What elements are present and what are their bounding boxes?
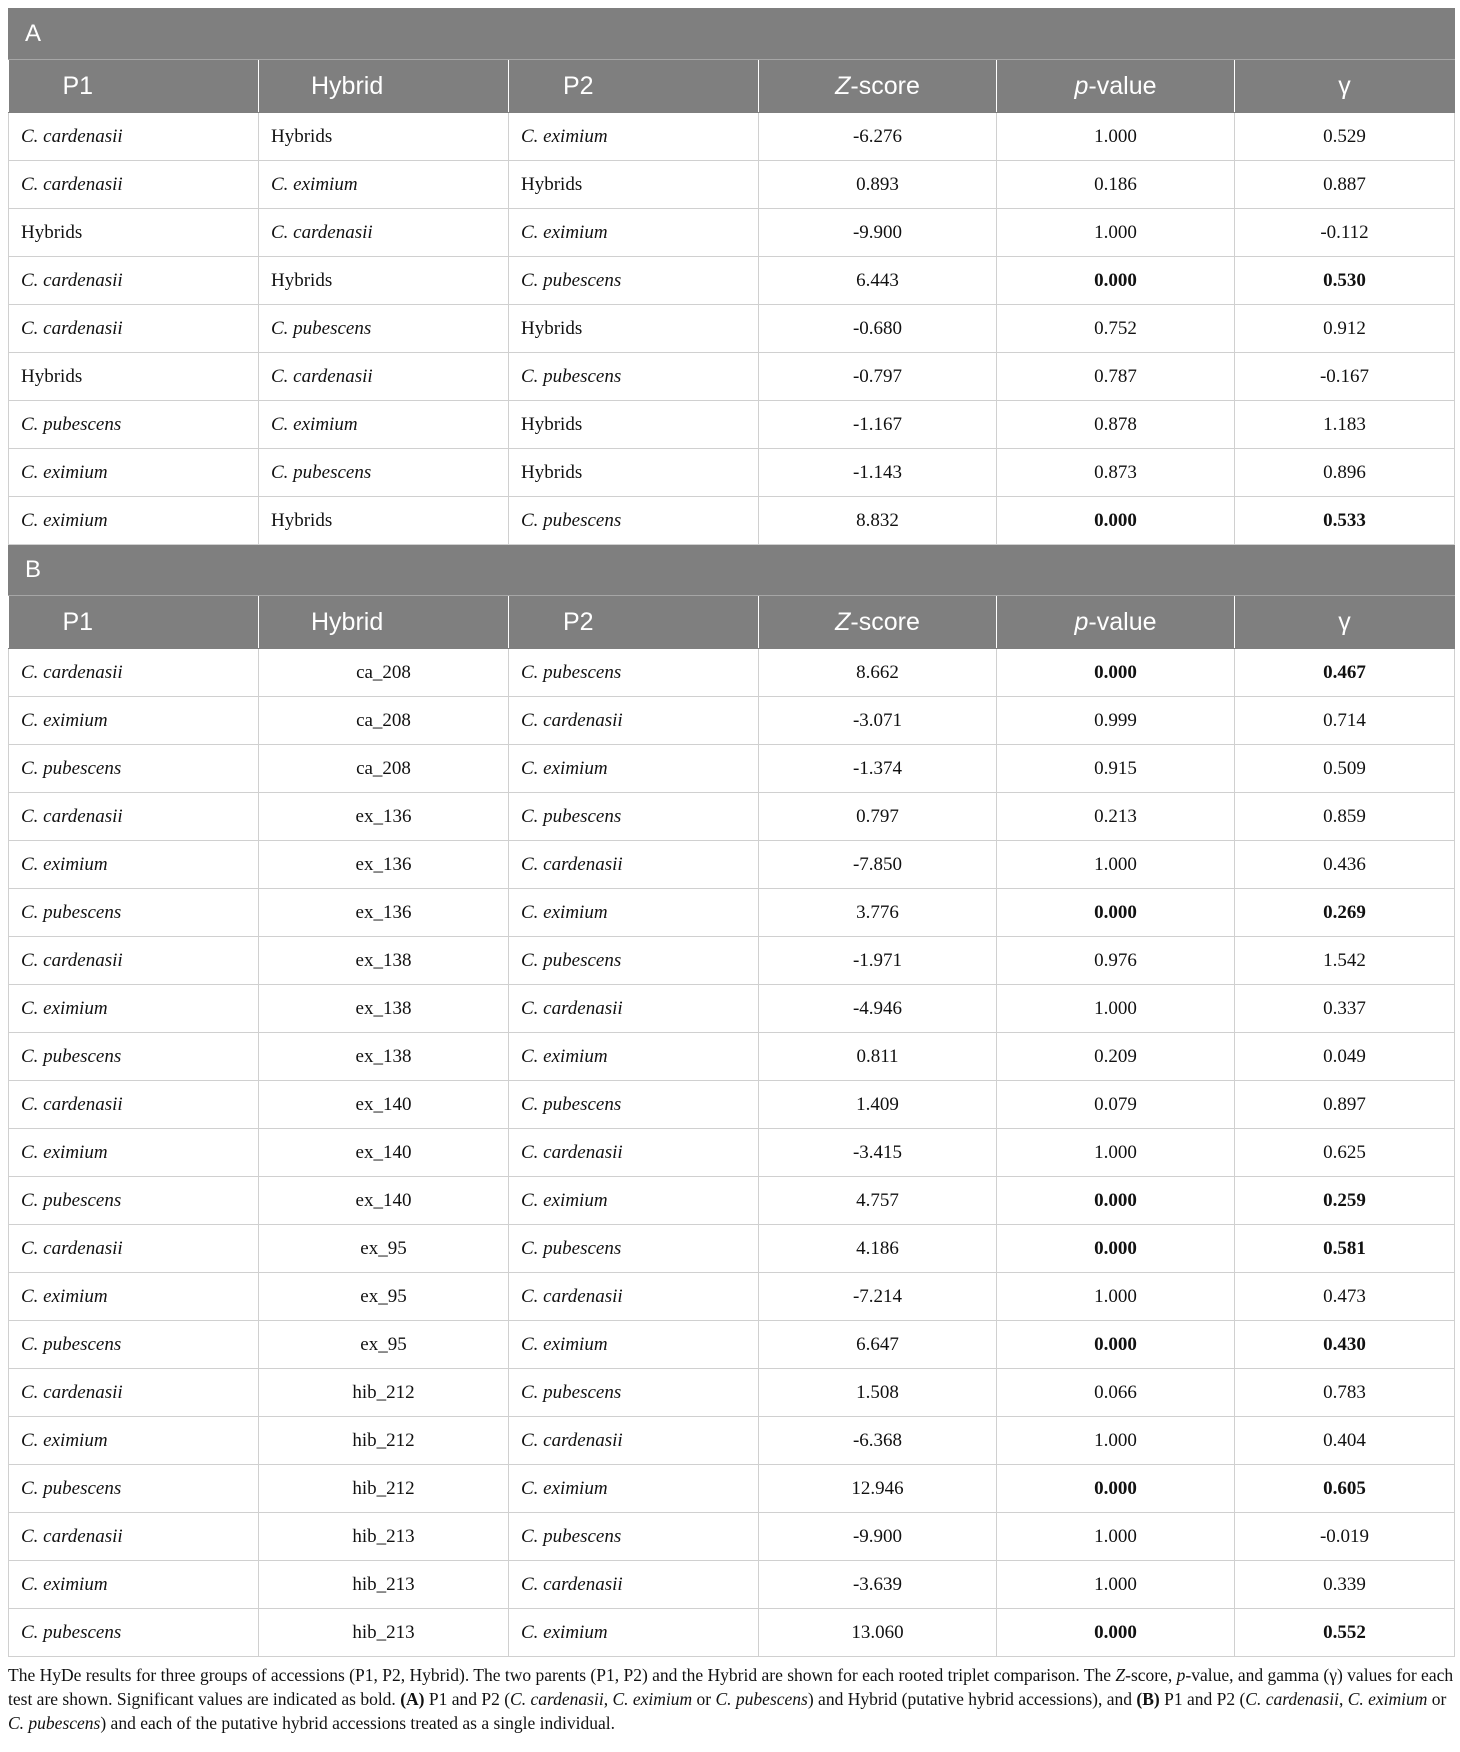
cell-p1: C. eximium <box>9 497 259 545</box>
cell-z-score: 4.186 <box>759 1225 997 1273</box>
cell-p-value: 0.000 <box>997 889 1235 937</box>
cell-p-value: 0.213 <box>997 793 1235 841</box>
cell-hybrid: ex_138 <box>259 937 509 985</box>
cell-hybrid: ex_95 <box>259 1321 509 1369</box>
cell-gamma: -0.112 <box>1235 209 1455 257</box>
cell-gamma: 1.183 <box>1235 401 1455 449</box>
cell-p-value: 0.186 <box>997 161 1235 209</box>
cell-p1: Hybrids <box>9 209 259 257</box>
caption-fragment: p <box>1176 1665 1186 1685</box>
cell-p2: C. eximium <box>509 889 759 937</box>
cell-p1: C. cardenasii <box>9 161 259 209</box>
cell-gamma: 0.269 <box>1235 889 1455 937</box>
cell-p-value: 0.066 <box>997 1369 1235 1417</box>
caption-fragment: C. eximium <box>1347 1689 1428 1709</box>
cell-p2: C. cardenasii <box>509 697 759 745</box>
cell-p2: C. eximium <box>509 1465 759 1513</box>
cell-z-score: 1.409 <box>759 1081 997 1129</box>
caption-fragment: The HyDe results for three groups of accessions (P1, P2, Hybrid). The two parents (P1, P2) and the Hybrid are shown for each rooted triplet comparison. The <box>8 1665 1116 1685</box>
table-row <box>9 985 1455 1033</box>
cell-p2: C. pubescens <box>509 1225 759 1273</box>
cell-p1: C. cardenasii <box>9 1225 259 1273</box>
header-p2: P2 <box>509 60 759 113</box>
cell-p1: C. cardenasii <box>9 1513 259 1561</box>
hyde-results-table <box>8 8 1455 1657</box>
header-italic-letter: p <box>1074 607 1089 636</box>
table-container <box>8 8 1454 1657</box>
header-gamma: γ <box>1235 60 1455 113</box>
table-row <box>9 697 1455 745</box>
cell-p-value: 1.000 <box>997 985 1235 1033</box>
header-z-score <box>759 596 997 649</box>
cell-p2: C. cardenasii <box>509 841 759 889</box>
cell-p-value: 0.000 <box>997 1465 1235 1513</box>
cell-p-value: 1.000 <box>997 113 1235 161</box>
cell-p-value: 0.999 <box>997 697 1235 745</box>
cell-gamma: 0.859 <box>1235 793 1455 841</box>
cell-z-score: -6.368 <box>759 1417 997 1465</box>
caption-fragment: -score, <box>1125 1665 1177 1685</box>
cell-hybrid: hib_212 <box>259 1465 509 1513</box>
table-row <box>9 1225 1455 1273</box>
cell-p2: C. eximium <box>509 209 759 257</box>
cell-hybrid: ca_208 <box>259 649 509 697</box>
table-row <box>9 841 1455 889</box>
cell-hybrid: hib_213 <box>259 1561 509 1609</box>
cell-p2: C. eximium <box>509 1609 759 1657</box>
caption-fragment: ) and each of the putative hybrid accessions treated as a single individual. <box>100 1713 615 1733</box>
cell-p2: Hybrids <box>509 401 759 449</box>
table-row <box>9 793 1455 841</box>
header-rest: -value <box>1088 71 1157 100</box>
cell-p-value: 0.000 <box>997 1177 1235 1225</box>
cell-z-score: -3.639 <box>759 1561 997 1609</box>
table-row <box>9 113 1455 161</box>
cell-gamma: -0.167 <box>1235 353 1455 401</box>
cell-gamma: 0.259 <box>1235 1177 1455 1225</box>
cell-p2: C. eximium <box>509 113 759 161</box>
caption-fragment: P1 and P2 ( <box>1159 1689 1246 1709</box>
caption-fragment: ) and Hybrid (putative hybrid accessions), and <box>807 1689 1137 1709</box>
cell-p2: C. pubescens <box>509 497 759 545</box>
cell-p1: C. cardenasii <box>9 793 259 841</box>
cell-p2: C. pubescens <box>509 1513 759 1561</box>
cell-z-score: 0.893 <box>759 161 997 209</box>
cell-p1: C. pubescens <box>9 745 259 793</box>
cell-gamma: -0.019 <box>1235 1513 1455 1561</box>
cell-p-value: 0.000 <box>997 649 1235 697</box>
table-row <box>9 401 1455 449</box>
cell-gamma: 0.912 <box>1235 305 1455 353</box>
header-p2: P2 <box>509 596 759 649</box>
header-p-value <box>997 60 1235 113</box>
cell-p1: C. eximium <box>9 1273 259 1321</box>
cell-p2: C. cardenasii <box>509 1417 759 1465</box>
table-row <box>9 497 1455 545</box>
table-row <box>9 1081 1455 1129</box>
cell-z-score: -9.900 <box>759 209 997 257</box>
cell-hybrid: ca_208 <box>259 697 509 745</box>
table-row <box>9 1033 1455 1081</box>
cell-p1: C. cardenasii <box>9 1081 259 1129</box>
table-row <box>9 1273 1455 1321</box>
header-gamma: γ <box>1235 596 1455 649</box>
caption-fragment: C. cardenasii <box>510 1689 604 1709</box>
table-row <box>9 161 1455 209</box>
caption-fragment: C. pubescens <box>715 1689 808 1709</box>
cell-p2: C. cardenasii <box>509 1129 759 1177</box>
header-p1: P1 <box>9 60 259 113</box>
cell-z-score: 6.647 <box>759 1321 997 1369</box>
header-z-score <box>759 60 997 113</box>
cell-p1: C. pubescens <box>9 1609 259 1657</box>
cell-z-score: -1.167 <box>759 401 997 449</box>
caption-fragment: or <box>692 1689 716 1709</box>
table-row <box>9 1513 1455 1561</box>
caption-fragment: C. eximium <box>612 1689 693 1709</box>
section-label: B <box>9 545 1455 596</box>
cell-p-value: 1.000 <box>997 1273 1235 1321</box>
cell-gamma: 0.467 <box>1235 649 1455 697</box>
cell-p1: C. pubescens <box>9 1177 259 1225</box>
cell-gamma: 0.473 <box>1235 1273 1455 1321</box>
cell-p-value: 1.000 <box>997 1513 1235 1561</box>
cell-z-score: 0.797 <box>759 793 997 841</box>
cell-p2: C. eximium <box>509 1321 759 1369</box>
caption-fragment: , <box>603 1689 613 1709</box>
cell-p1: C. cardenasii <box>9 649 259 697</box>
cell-hybrid: hib_212 <box>259 1417 509 1465</box>
table-row <box>9 1561 1455 1609</box>
cell-hybrid: C. cardenasii <box>259 209 509 257</box>
cell-z-score: -0.797 <box>759 353 997 401</box>
cell-p1: C. pubescens <box>9 1033 259 1081</box>
cell-z-score: 1.508 <box>759 1369 997 1417</box>
cell-p2: C. pubescens <box>509 353 759 401</box>
cell-p-value: 0.079 <box>997 1081 1235 1129</box>
cell-hybrid: ex_136 <box>259 793 509 841</box>
cell-p1: C. cardenasii <box>9 305 259 353</box>
header-rest: -value <box>1088 607 1157 636</box>
cell-p-value: 0.000 <box>997 257 1235 305</box>
header-italic-letter: Z <box>835 607 851 636</box>
cell-p-value: 0.209 <box>997 1033 1235 1081</box>
cell-z-score: 4.757 <box>759 1177 997 1225</box>
cell-z-score: -9.900 <box>759 1513 997 1561</box>
cell-z-score: 12.946 <box>759 1465 997 1513</box>
cell-hybrid: ex_140 <box>259 1177 509 1225</box>
cell-hybrid: ex_140 <box>259 1081 509 1129</box>
cell-p-value: 1.000 <box>997 1129 1235 1177</box>
cell-p-value: 0.752 <box>997 305 1235 353</box>
section-header-row <box>9 545 1455 596</box>
header-hybrid: Hybrid <box>259 596 509 649</box>
header-italic-letter: p <box>1074 71 1089 100</box>
cell-gamma: 0.783 <box>1235 1369 1455 1417</box>
cell-gamma: 0.430 <box>1235 1321 1455 1369</box>
cell-p2: Hybrids <box>509 305 759 353</box>
cell-hybrid: ex_136 <box>259 841 509 889</box>
cell-gamma: 0.049 <box>1235 1033 1455 1081</box>
table-row <box>9 937 1455 985</box>
cell-hybrid: C. eximium <box>259 161 509 209</box>
table-row <box>9 889 1455 937</box>
cell-gamma: 0.404 <box>1235 1417 1455 1465</box>
cell-p1: C. eximium <box>9 841 259 889</box>
cell-hybrid: ex_95 <box>259 1273 509 1321</box>
header-rest: -score <box>850 607 920 636</box>
cell-p1: C. pubescens <box>9 889 259 937</box>
caption-fragment: -value, and gamma (γ) values for each test are shown. Significant values are indicated as bold. <box>8 1665 1454 1709</box>
cell-hybrid: C. pubescens <box>259 305 509 353</box>
table-row <box>9 649 1455 697</box>
cell-p2: C. pubescens <box>509 937 759 985</box>
cell-p2: Hybrids <box>509 161 759 209</box>
table-body <box>9 9 1455 1657</box>
cell-p1: C. pubescens <box>9 1465 259 1513</box>
cell-gamma: 0.509 <box>1235 745 1455 793</box>
cell-p-value: 0.787 <box>997 353 1235 401</box>
column-header-row <box>9 596 1455 649</box>
cell-z-score: -3.415 <box>759 1129 997 1177</box>
cell-p-value: 0.000 <box>997 1321 1235 1369</box>
cell-gamma: 0.605 <box>1235 1465 1455 1513</box>
cell-hybrid: C. cardenasii <box>259 353 509 401</box>
table-caption <box>8 1663 1454 1735</box>
table-row <box>9 745 1455 793</box>
cell-hybrid: Hybrids <box>259 113 509 161</box>
table-row <box>9 1177 1455 1225</box>
cell-z-score: 13.060 <box>759 1609 997 1657</box>
cell-gamma: 0.337 <box>1235 985 1455 1033</box>
cell-z-score: -7.214 <box>759 1273 997 1321</box>
caption-fragment: C. pubescens <box>8 1713 101 1733</box>
cell-p2: C. pubescens <box>509 649 759 697</box>
cell-p2: C. eximium <box>509 1177 759 1225</box>
header-p1: P1 <box>9 596 259 649</box>
cell-gamma: 0.339 <box>1235 1561 1455 1609</box>
cell-p-value: 0.976 <box>997 937 1235 985</box>
table-row <box>9 1369 1455 1417</box>
cell-p1: C. cardenasii <box>9 1369 259 1417</box>
section-label: A <box>9 9 1455 60</box>
table-row <box>9 1129 1455 1177</box>
cell-p2: C. pubescens <box>509 793 759 841</box>
cell-p-value: 1.000 <box>997 209 1235 257</box>
cell-hybrid: C. eximium <box>259 401 509 449</box>
cell-z-score: -0.680 <box>759 305 997 353</box>
caption-fragment: (B) <box>1136 1689 1160 1709</box>
cell-p1: Hybrids <box>9 353 259 401</box>
cell-p-value: 0.878 <box>997 401 1235 449</box>
cell-p1: C. eximium <box>9 1129 259 1177</box>
table-row <box>9 1321 1455 1369</box>
cell-gamma: 0.896 <box>1235 449 1455 497</box>
table-row <box>9 209 1455 257</box>
cell-z-score: -1.143 <box>759 449 997 497</box>
cell-hybrid: ex_138 <box>259 985 509 1033</box>
cell-hybrid: ca_208 <box>259 745 509 793</box>
cell-p-value: 0.000 <box>997 497 1235 545</box>
cell-p1: C. cardenasii <box>9 113 259 161</box>
caption-fragment: (A) <box>400 1689 425 1709</box>
cell-hybrid: ex_95 <box>259 1225 509 1273</box>
cell-hybrid: hib_213 <box>259 1609 509 1657</box>
table-row <box>9 449 1455 497</box>
cell-p-value: 1.000 <box>997 1417 1235 1465</box>
table-row <box>9 1417 1455 1465</box>
cell-hybrid: hib_212 <box>259 1369 509 1417</box>
cell-gamma: 0.625 <box>1235 1129 1455 1177</box>
cell-gamma: 0.533 <box>1235 497 1455 545</box>
cell-gamma: 0.552 <box>1235 1609 1455 1657</box>
cell-z-score: -1.374 <box>759 745 997 793</box>
cell-z-score: -7.850 <box>759 841 997 889</box>
cell-p2: C. cardenasii <box>509 1273 759 1321</box>
cell-hybrid: hib_213 <box>259 1513 509 1561</box>
cell-gamma: 0.530 <box>1235 257 1455 305</box>
cell-p2: C. eximium <box>509 1033 759 1081</box>
cell-p1: C. eximium <box>9 1561 259 1609</box>
column-header-row <box>9 60 1455 113</box>
cell-hybrid: ex_136 <box>259 889 509 937</box>
cell-p1: C. eximium <box>9 1417 259 1465</box>
table-row <box>9 1609 1455 1657</box>
cell-p1: C. eximium <box>9 985 259 1033</box>
cell-z-score: 8.832 <box>759 497 997 545</box>
cell-hybrid: Hybrids <box>259 257 509 305</box>
section-header-row <box>9 9 1455 60</box>
cell-z-score: -3.071 <box>759 697 997 745</box>
cell-p-value: 1.000 <box>997 841 1235 889</box>
cell-p2: C. cardenasii <box>509 985 759 1033</box>
cell-p2: C. cardenasii <box>509 1561 759 1609</box>
caption-fragment: P1 and P2 ( <box>424 1689 511 1709</box>
cell-p1: C. cardenasii <box>9 937 259 985</box>
cell-p1: C. cardenasii <box>9 257 259 305</box>
cell-p2: C. pubescens <box>509 1369 759 1417</box>
cell-z-score: 8.662 <box>759 649 997 697</box>
cell-gamma: 0.887 <box>1235 161 1455 209</box>
cell-gamma: 0.714 <box>1235 697 1455 745</box>
cell-z-score: 0.811 <box>759 1033 997 1081</box>
caption-fragment: Z <box>1115 1665 1126 1685</box>
cell-z-score: -4.946 <box>759 985 997 1033</box>
cell-p2: C. pubescens <box>509 257 759 305</box>
cell-p2: C. eximium <box>509 745 759 793</box>
cell-p1: C. eximium <box>9 449 259 497</box>
cell-hybrid: ex_138 <box>259 1033 509 1081</box>
caption-fragment: C. cardenasii <box>1245 1689 1339 1709</box>
cell-p-value: 1.000 <box>997 1561 1235 1609</box>
cell-p-value: 0.873 <box>997 449 1235 497</box>
cell-z-score: -1.971 <box>759 937 997 985</box>
cell-p2: C. pubescens <box>509 1081 759 1129</box>
cell-p1: C. eximium <box>9 697 259 745</box>
header-rest: -score <box>850 71 920 100</box>
caption-fragment: or <box>1427 1689 1447 1709</box>
table-row <box>9 305 1455 353</box>
header-hybrid: Hybrid <box>259 60 509 113</box>
cell-gamma: 0.436 <box>1235 841 1455 889</box>
table-row <box>9 353 1455 401</box>
cell-p1: C. pubescens <box>9 401 259 449</box>
header-p-value <box>997 596 1235 649</box>
cell-hybrid: ex_140 <box>259 1129 509 1177</box>
header-italic-letter: Z <box>835 71 851 100</box>
cell-gamma: 0.897 <box>1235 1081 1455 1129</box>
cell-p1: C. pubescens <box>9 1321 259 1369</box>
table-row <box>9 1465 1455 1513</box>
cell-z-score: 3.776 <box>759 889 997 937</box>
cell-gamma: 1.542 <box>1235 937 1455 985</box>
table-row <box>9 257 1455 305</box>
cell-p-value: 0.000 <box>997 1609 1235 1657</box>
cell-z-score: 6.443 <box>759 257 997 305</box>
caption-fragment: , <box>1338 1689 1348 1709</box>
cell-gamma: 0.581 <box>1235 1225 1455 1273</box>
cell-p-value: 0.000 <box>997 1225 1235 1273</box>
cell-hybrid: Hybrids <box>259 497 509 545</box>
cell-p-value: 0.915 <box>997 745 1235 793</box>
cell-hybrid: C. pubescens <box>259 449 509 497</box>
cell-z-score: -6.276 <box>759 113 997 161</box>
cell-gamma: 0.529 <box>1235 113 1455 161</box>
cell-p2: Hybrids <box>509 449 759 497</box>
